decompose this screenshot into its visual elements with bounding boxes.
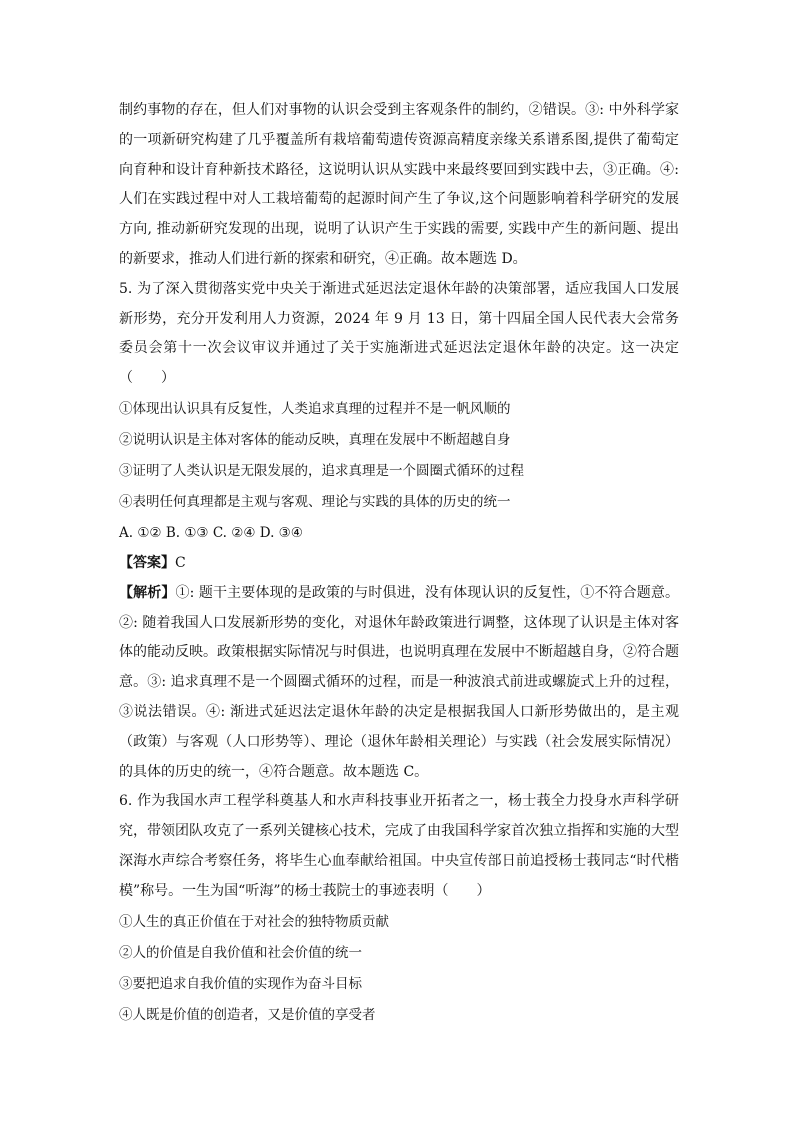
question-5 [119, 275, 679, 788]
question-5-option-1: ①体现出认识具有反复性，人类追求真理的过程并不是一帆风顺的 [119, 400, 511, 417]
previous-analysis-text: 制约事物的存在，但人们对事物的认识会受到主客观条件的制约，②错误。③: 中外科学家的一项新研究构建了几乎覆盖所有栽培葡萄遗传资源高精度亲缘关系谱系图,提供了葡萄定向育种和设计育种新技术路径，这说明认识从实践中来最终要回到实践中去，③正确。④: 人们在实践过程中对人工栽培葡萄的起源时间产生了争议,这个问题影响着科学研究的发展方向, 推动新研究发现的出现，说明了认识产生于实践的需要, 实践中产生的新问题、提出的新要求，推动人们进行新的探索和研究，④正确。故本题选 D。 [119, 102, 679, 267]
document-page [119, 96, 679, 1031]
question-5-choices: A. ①② B. ①③ C. ②④ D. ③④ [119, 524, 303, 541]
question-5-option-4: ④表明任何真理都是主观与客观、理论与实践的具体的历史的统一 [119, 493, 511, 510]
question-6-option-4: ④人既是价值的创造者，又是价值的享受者 [119, 1006, 376, 1023]
question-6-stem: 6. 作为我国水声工程学科奠基人和水声科技事业开拓者之一，杨士莪全力投身水声科学研究，带领团队攻克了一系列关键核心技术，完成了由我国科学家首次独立指挥和实施的大型深海水声综合考察任务，将毕生心血奉献给祖国。中央宣传部日前追授杨士莪同志“时代楷模”称号。一生为国“听海”的杨士莪院士的事迹表明（ ） [119, 793, 679, 899]
question-5-option-3: ③证明了人类认识是无限发展的，追求真理是一个圆圈式循环的过程 [119, 462, 524, 479]
question-5-stem: 5. 为了深入贯彻落实党中央关于渐进式延迟法定退休年龄的决策部署，适应我国人口发展新形势，充分开发利用人力资源，2024 年 9 月 13 日，第十四届全国人民代表大会常务委员会第十一次会议审议并通过了关于实施渐进式延迟法定退休年龄的决定。这一决定（ ） [119, 280, 679, 387]
question-6-option-1: ①人生的真正价值在于对社会的独特物质贡献 [119, 913, 389, 930]
answer-value: C [175, 554, 186, 571]
question-5-answer [119, 549, 679, 579]
question-6 [119, 787, 679, 1030]
answer-label: 【答案】 [119, 554, 175, 571]
question-5-option-2: ②说明认识是主体对客体的能动反映，真理在发展中不断超越自身 [119, 431, 511, 448]
question-6-option-3: ③要把追求自我价值的实现作为奋斗目标 [119, 975, 362, 992]
question-6-option-2: ②人的价值是自我价值和社会价值的统一 [119, 944, 362, 961]
analysis-label: 【解析】 [119, 584, 176, 601]
question-5-analysis [119, 579, 679, 788]
analysis-text: ①: 题干主要体现的是政策的与时俱进，没有体现认识的反复性，①不符合题意。②: 随着我国人口发展新形势的变化，对退休年龄政策进行调整，这体现了认识是主体对客体的能动反映。政策根据实际情况与时俱进，也说明真理在发展中不断超越自身，②符合题意。③: 追求真理不是一个圆圈式循环的过程，而是一种波浪式前进或螺旋式上升的过程，③说法错误。④: 渐进式延迟法定退休年龄的决定是根据我国人口新形势做出的，是主观（政策）与客观（人口形势等）、理论（退休年龄相关理论）与实践（社会发展实际情况）的具体的历史的统一，④符合题意。故本题选 C。 [119, 584, 679, 780]
